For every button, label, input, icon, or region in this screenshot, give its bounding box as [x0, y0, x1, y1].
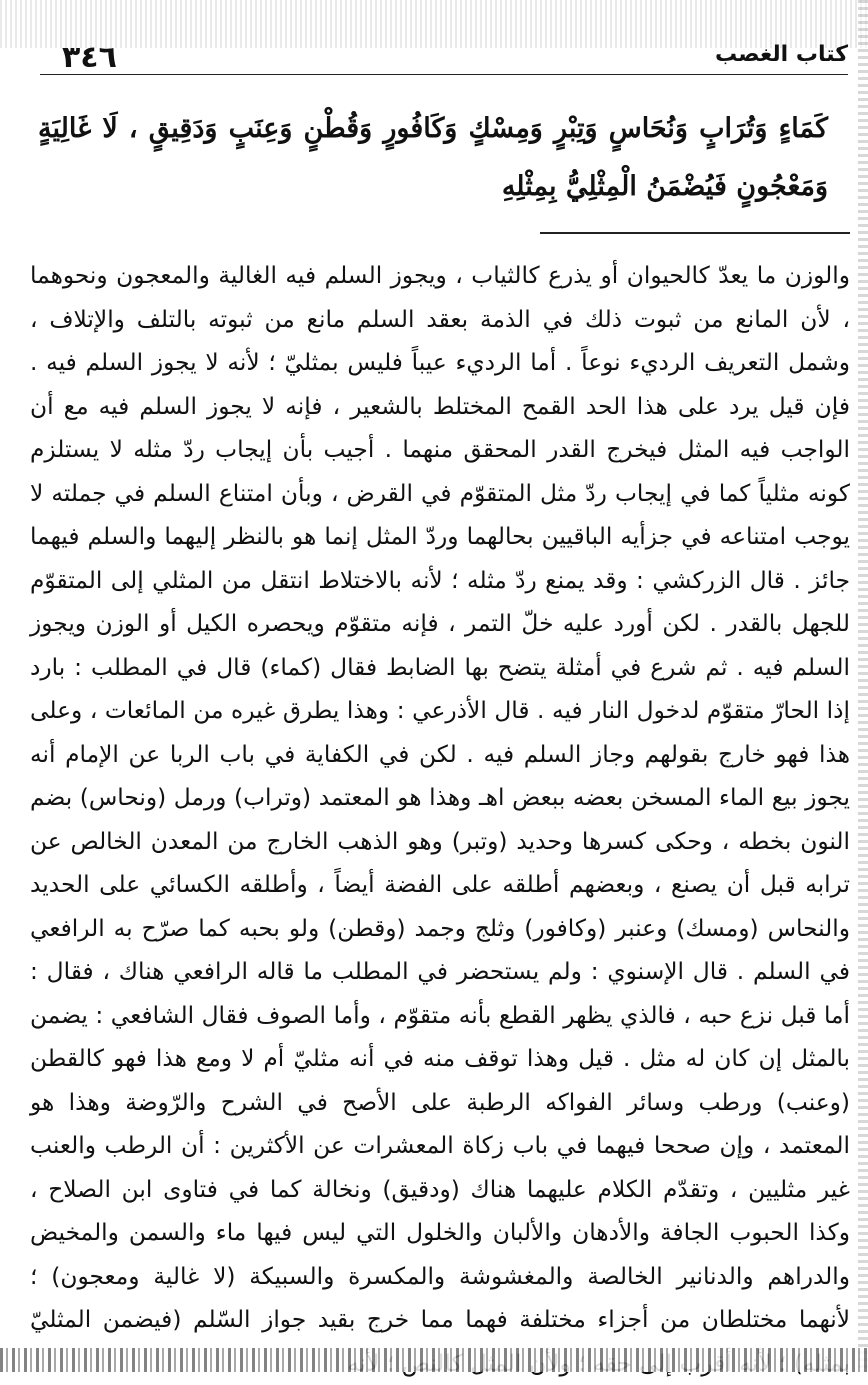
page-running-title: كتاب الغصب [715, 42, 848, 67]
matn-sharh-divider [540, 232, 850, 234]
bottom-decorative-border [0, 1348, 868, 1372]
matn-text-block [38, 100, 828, 216]
sharh-text-block [30, 254, 850, 1385]
page-number: ٣٤٦ [62, 40, 117, 75]
page-header [40, 40, 858, 74]
header-rule [40, 74, 848, 75]
right-decorative-edge [858, 0, 868, 1372]
matn-text: كَمَاءٍ وَتُرَابٍ وَنُحَاسٍ وَتِبْرٍ وَمِسْكٍ وَكَافُورٍ وَقُطْنٍ وَعِنَبٍ وَدَقِيقٍ ، لَا غَالِيَةٍ وَمَعْجُونٍ فَيُضْمَنُ الْمِثْلِيُّ بِمِثْلِهِ [38, 113, 828, 202]
sharh-paragraph: والوزن ما يعدّ كالحيوان أو يذرع كالثياب ، ويجوز السلم فيه الغالية والمعجون ونحوهما ، لأن المانع من ثبوت ذلك في الذمة بعقد السلم مانع من ثبوته بالتلف والإتلاف ، وشمل التعريف الرديء نوعاً . أما الرديء عيباً فليس بمثليّ ؛ لأنه لا يجوز السلم فيه . فإن قيل يرد على هذا الحد القمح المختلط بالشعير ، فإنه لا يجوز السلم فيه مع أن الواجب فيه المثل فيخرج القدر المحقق منهما . أجيب بأن إيجاب ردّ مثله لا يستلزم كونه مثلياً كما في إيجاب ردّ مثل المتقوّم في القرض ، وبأن امتناع السلم في جملته لا يوجب امتناعه في جزأيه الباقيين بحالهما وردّ المثل إنما هو بالنظر إليهما والسلم فيهما جائز . قال الزركشي : وقد يمنع ردّ مثله ؛ لأنه بالاختلاط انتقل من المثلي إلى المتقوّم للجهل بالقدر . لكن أورد عليه خلّ التمر ، فإنه متقوّم ويحصره الكيل أو الوزن ويجوز السلم فيه . ثم شرع في أمثلة يتضح بها الضابط فقال (كماء) قال في المطلب : بارد إذا الحارّ متقوّم لدخول النار فيه . قال الأذرعي : وهذا يطرق غيره من المائعات ، وعلى هذا فهو خارج بقولهم وجاز السلم فيه . لكن في الكفاية في باب الربا عن الإمام أنه يجوز بيع الماء المسخن بعضه ببعض اهـ وهذا هو المعتمد (وتراب) ورمل (ونحاس) بضم النون بخطه ، وحكى كسرها وحديد (وتبر) وهو الذهب الخارج من المعدن الخالص عن ترابه قبل أن يصنع ، وبعضهم أطلقه على الفضة أيضاً ، وأطلقه الكسائي على الحديد والنحاس (ومسك) وعنبر (وكافور) وثلج وجمد (وقطن) ولو بحبه كما صرّح به الرافعي في السلم . قال الإسنوي : ولم يستحضر في المطلب ما قاله الرافعي هناك ، فقال : أما قبل نزع حبه ، فالذي يظهر القطع بأنه متقوّم ، وأما الصوف فقال الشافعي : يضمن بالمثل إن كان له مثل . قيل وهذا توقف منه في أنه مثليّ أم لا ومع هذا فهو كالقطن (وعنب) ورطب وسائر الفواكه الرطبة على الأصح في الشرح والرّوضة وهذا هو المعتمد ، وإن صححا فيهما في باب زكاة المعشرات عن الأكثرين : أن الرطب والعنب غير مثليين ، وتقدّم الكلام عليهما هناك (ودقيق) ونخالة كما في فتاوى ابن الصلاح ، وكذا الحبوب الجافة والأدهان والألبان والخلول التي ليس فيها ماء والسمن والمخيض والدراهم والدنانير الخالصة والمغشوشة والمكسرة والسبيكة (لا غالية ومعجون) ؛ لأنهما مختلطان من أجزاء مختلفة فهما مما خرج بقيد جواز السّلم (فيضمن المثليّ [30, 262, 850, 1333]
